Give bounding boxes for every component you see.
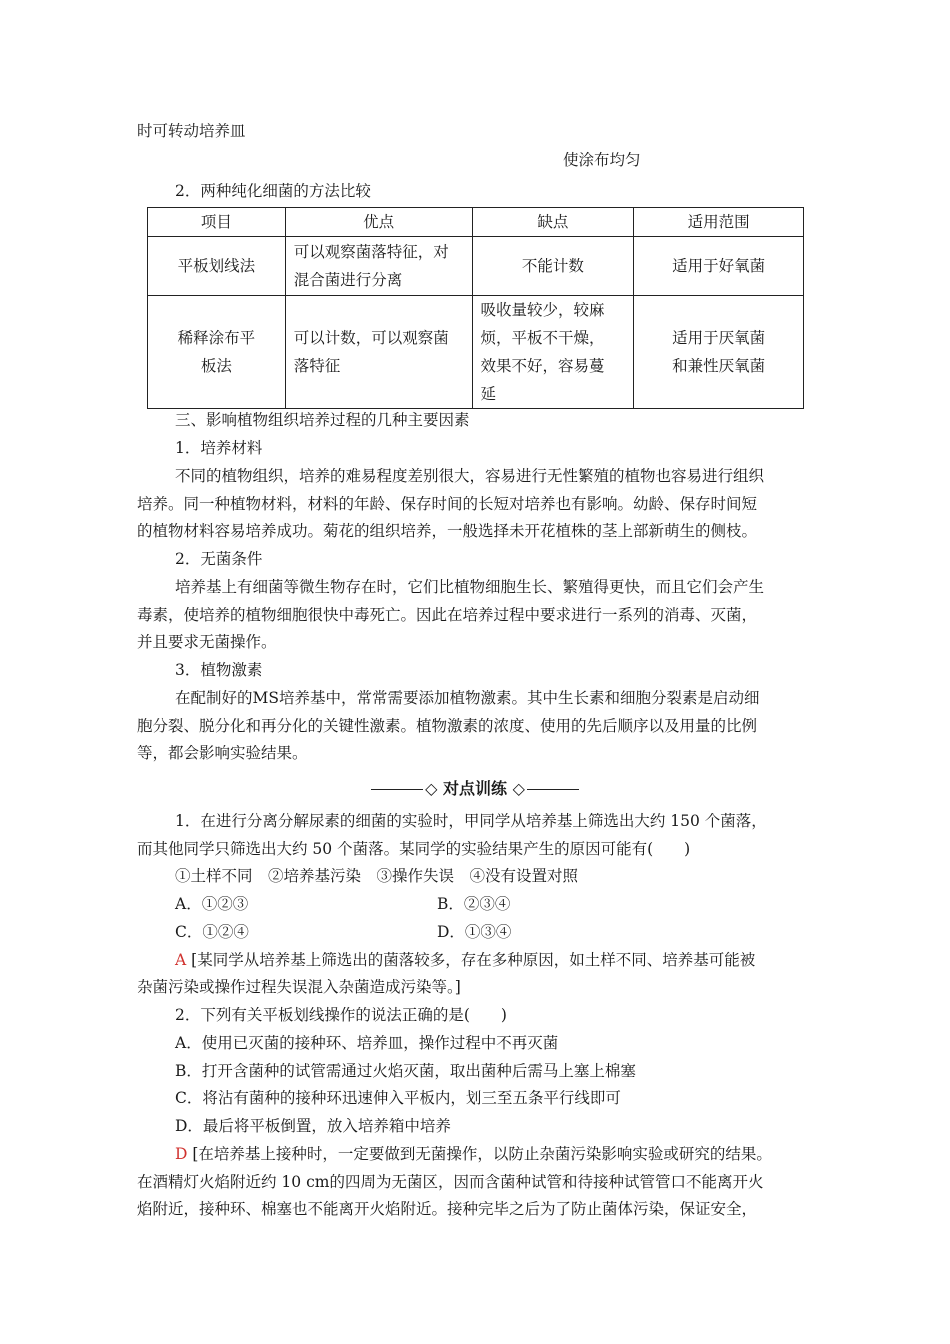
table-cell-pros: 可以计数，可以观察菌 落特征 <box>285 296 472 409</box>
answer-letter: A <box>175 951 187 969</box>
option-b: B．打开含菌种的试管需通过火焰灭菌，取出菌种后需马上塞上棉塞 <box>175 1062 636 1080</box>
option-c: C．①②④ <box>175 923 249 941</box>
table-cell-method: 稀释涂布平 板法 <box>148 296 286 409</box>
table-cell-pros: 可以观察菌落特征，对 混合菌进行分离 <box>285 237 472 296</box>
section-heading: 2．两种纯化细菌的方法比较 <box>175 182 371 200</box>
exercise-heading <box>0 776 950 799</box>
diamond-icon: ◇ <box>425 779 438 798</box>
paragraph-line: 并且要求无菌操作。 <box>137 633 277 651</box>
continued-text-line: 时可转动培养皿 <box>137 122 246 140</box>
exercise-heading-text: 对点训练 <box>442 779 507 798</box>
option-b: B．②③④ <box>437 895 511 913</box>
option-a: A．使用已灭菌的接种环、培养皿，操作过程中不再灭菌 <box>175 1034 559 1052</box>
table-header-row <box>148 208 804 237</box>
option-d: D．①③④ <box>437 923 512 941</box>
comparison-table <box>147 207 804 409</box>
answer-text: [在培养基上接种时，一定要做到无菌操作，以防止杂菌污染影响实验或研究的结果。 <box>192 1145 772 1163</box>
table-row <box>148 237 804 296</box>
paragraph-line: 等，都会影响实验结果。 <box>137 744 308 762</box>
paragraph-line: 毒素，使培养的植物细胞很快中毒死亡。因此在培养过程中要求进行一系列的消毒、灭菌， <box>137 606 758 624</box>
question-items: ①土样不同 ②培养基污染 ③操作失误 ④没有设置对照 <box>175 867 579 885</box>
table-header-cell: 适用范围 <box>634 208 804 237</box>
option-d: D．最后将平板倒置，放入培养箱中培养 <box>175 1117 451 1135</box>
subsection-title: 3．植物激素 <box>175 661 263 679</box>
question-line: 1．在进行分离分解尿素的细菌的实验时，甲同学从培养基上筛选出大约 150 个菌落， <box>175 812 767 830</box>
option-a: A．①②③ <box>175 895 249 913</box>
question-line: 2．下列有关平板划线操作的说法正确的是( ) <box>175 1006 507 1024</box>
table-header-cell: 缺点 <box>472 208 634 237</box>
paragraph-line: 培养基上有细菌等微生物存在时，它们比植物细胞生长、繁殖得更快，而且它们会产生 <box>175 578 765 596</box>
paragraph-line: 胞分裂、脱分化和再分化的关键性激素。植物激素的浓度、使用的先后顺序以及用量的比例 <box>137 717 758 735</box>
table-cell-scope: 适用于厌氧菌 和兼性厌氧菌 <box>634 296 804 409</box>
answer-line <box>175 950 755 970</box>
table-cell-scope: 适用于好氧菌 <box>634 237 804 296</box>
answer-line: 在酒精灯火焰附近约 10 cm的四周为无菌区，因而含菌种试管和待接种试管管口不能离开火 <box>137 1173 764 1191</box>
heading-rule <box>371 789 423 790</box>
section-title: 三、影响植物组织培养过程的几种主要因素 <box>175 411 470 429</box>
table-header-cell: 优点 <box>285 208 472 237</box>
option-c: C．将沾有菌种的接种环迅速伸入平板内，划三至五条平行线即可 <box>175 1089 621 1107</box>
table-cell-method: 平板划线法 <box>148 237 286 296</box>
subsection-title: 2．无菌条件 <box>175 550 263 568</box>
table-cell-cons: 吸收量较少，较麻 烦，平板不干燥， 效果不好，容易蔓 延 <box>472 296 634 409</box>
table-cell-cons: 不能计数 <box>472 237 634 296</box>
answer-line: 焰附近，接种环、棉塞也不能离开火焰附近。接种完毕之后为了防止菌体污染，保证安全， <box>137 1200 758 1218</box>
paragraph-line: 在配制好的MS培养基中，常常需要添加植物激素。其中生长素和细胞分裂素是启动细 <box>175 689 760 707</box>
answer-letter: D <box>175 1145 188 1163</box>
question-line: 而其他同学只筛选出大约 50 个菌落。某同学的实验结果产生的原因可能有( ) <box>137 840 691 858</box>
answer-line: 杂菌污染或操作过程失误混入杂菌造成污染等。] <box>137 978 461 996</box>
paragraph-line: 的植物材料容易培养成功。菊花的组织培养，一般选择未开花植株的茎上部新萌生的侧枝。 <box>137 522 758 540</box>
table-header-cell: 项目 <box>148 208 286 237</box>
answer-line <box>175 1144 772 1164</box>
paragraph-line: 不同的植物组织，培养的难易程度差别很大，容易进行无性繁殖的植物也容易进行组织 <box>175 467 765 485</box>
paragraph-line: 培养。同一种植物材料，材料的年龄、保存时间的长短对培养也有影响。幼龄、保存时间短 <box>137 495 758 513</box>
table-row <box>148 296 804 409</box>
continued-text-line: 使涂布均匀 <box>563 151 641 169</box>
subsection-title: 1．培养材料 <box>175 439 263 457</box>
heading-rule <box>527 789 579 790</box>
answer-text: [某同学从培养基上筛选出的菌落较多，存在多种原因，如土样不同、培养基可能被 <box>191 951 756 969</box>
diamond-icon: ◇ <box>512 779 525 798</box>
